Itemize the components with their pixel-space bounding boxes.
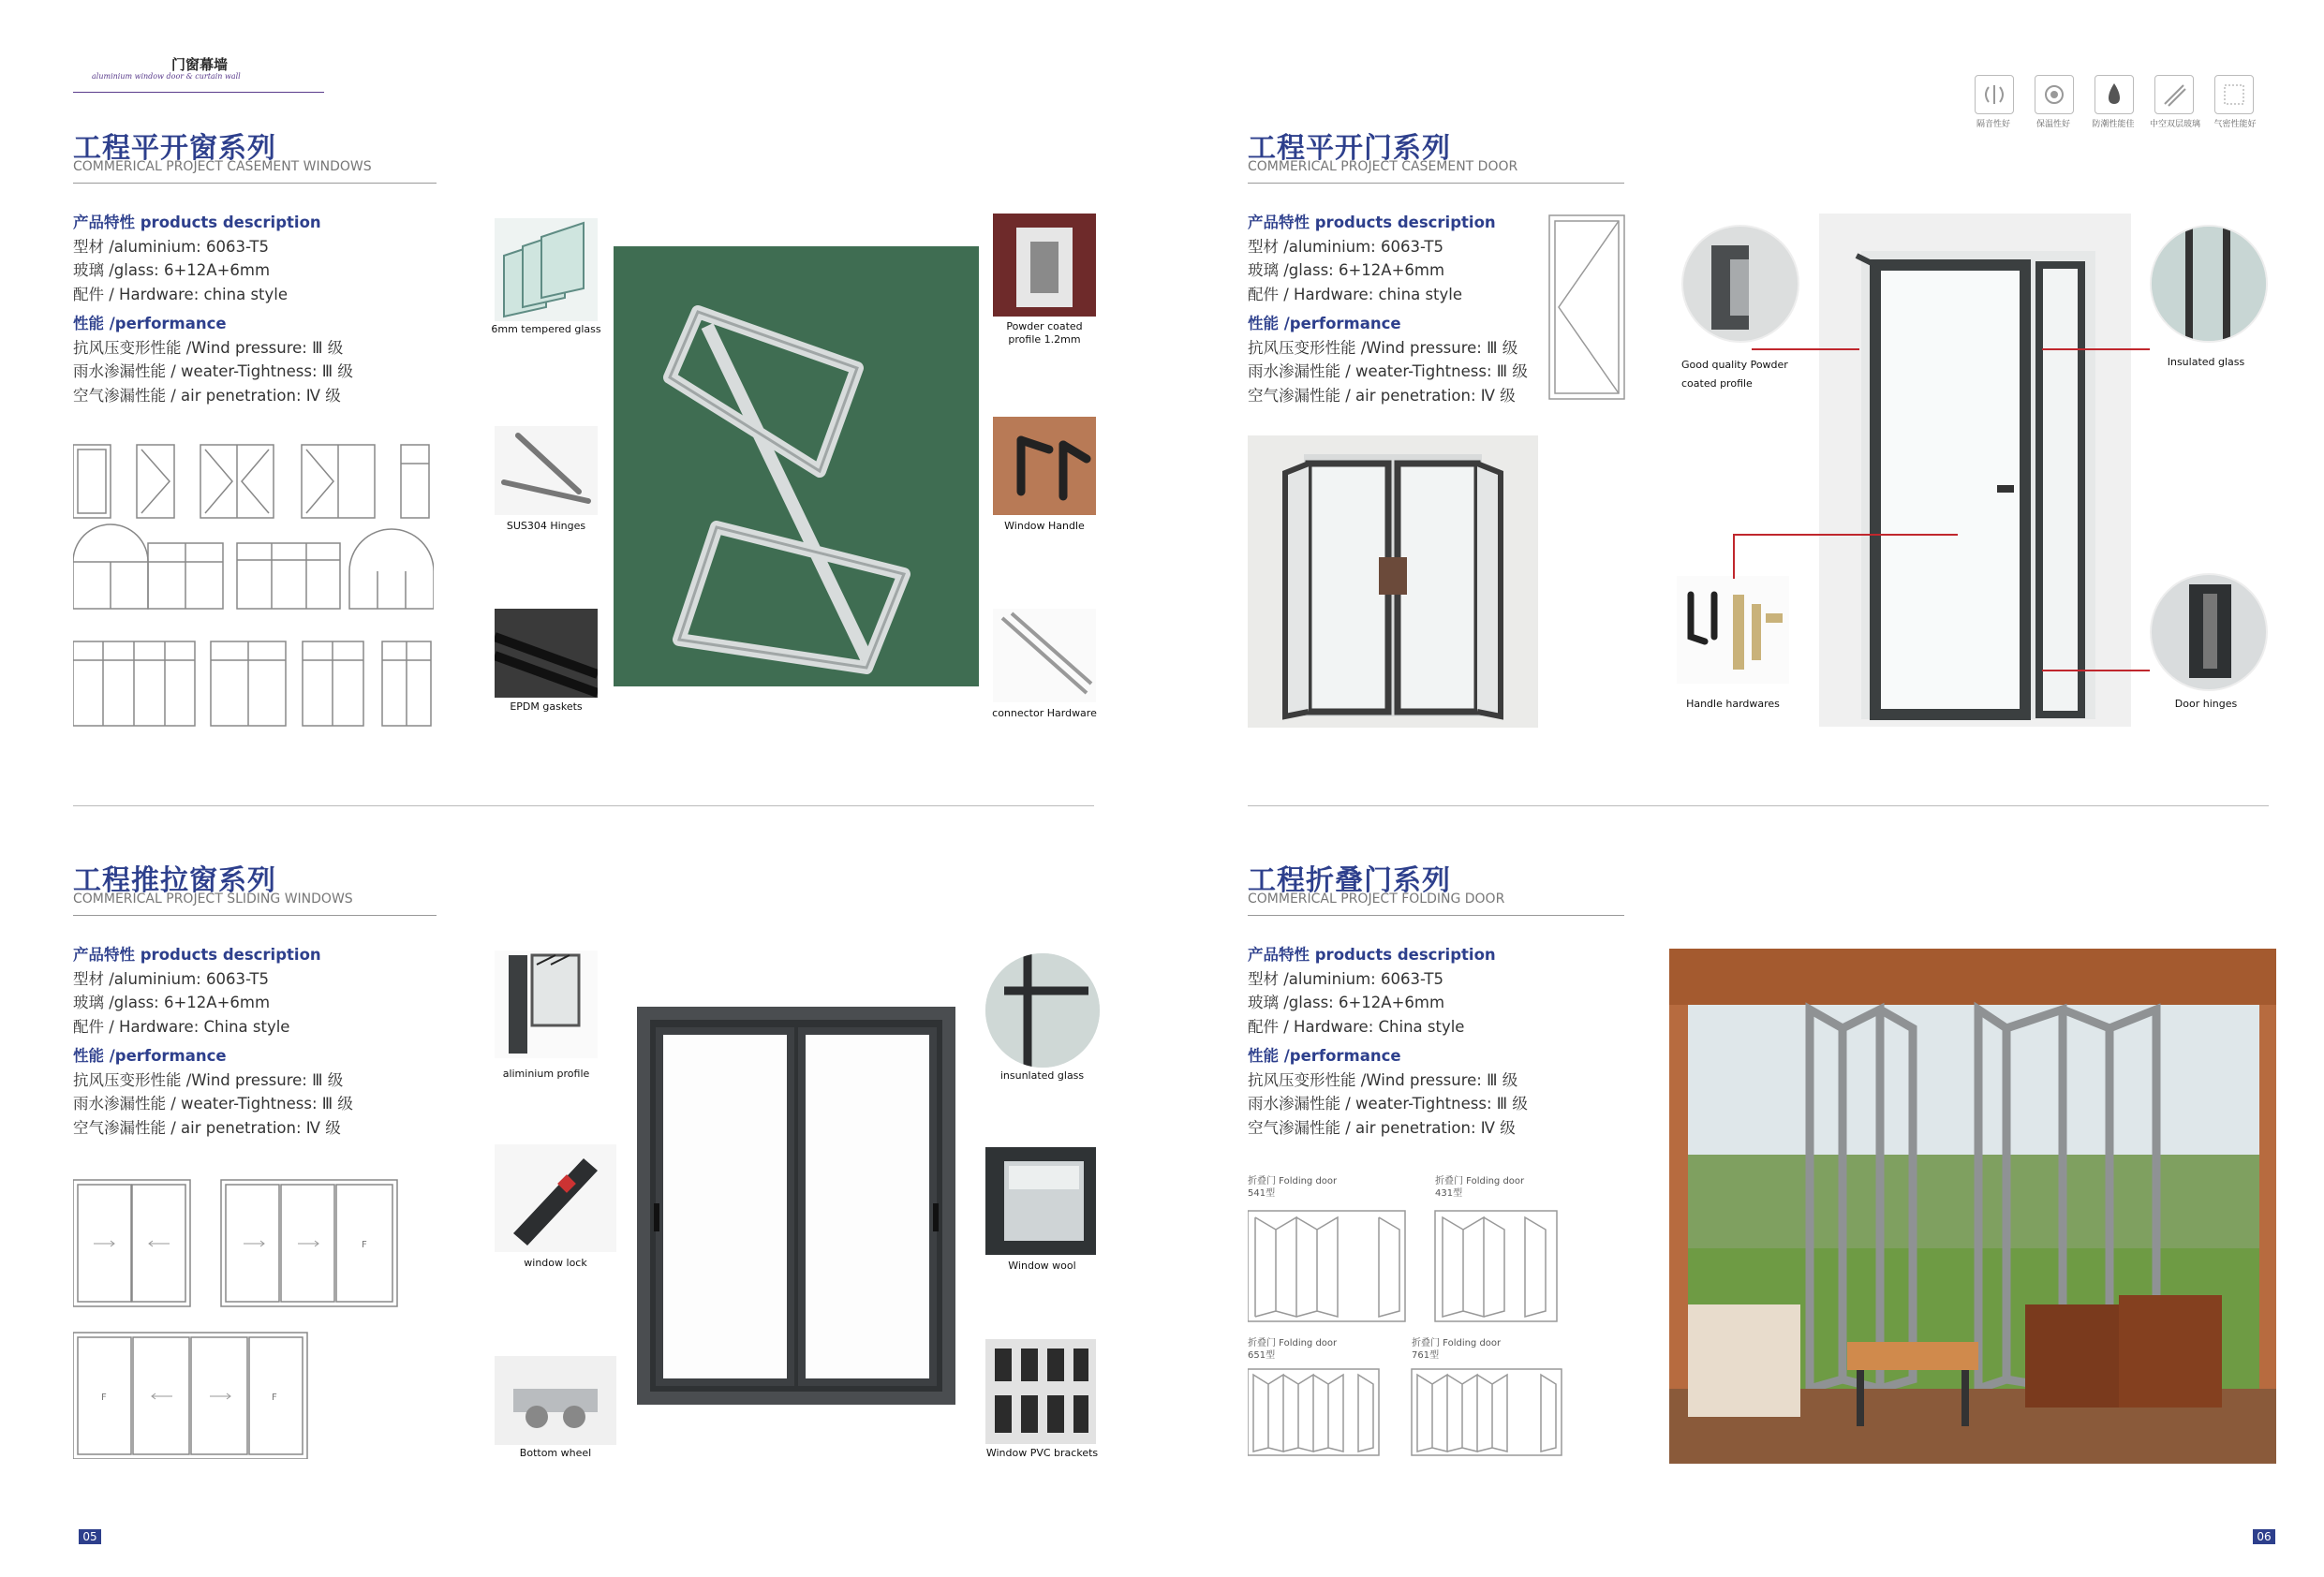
spec-water: 雨水渗漏性能 / weater-Tightness: Ⅲ 级 — [73, 1095, 353, 1113]
handle-hardwares-callout: Handle hardwares — [1686, 698, 1780, 710]
spec-glass: 玻璃 /glass: 6+12A+6mm — [73, 261, 271, 279]
brand-rule — [73, 92, 324, 93]
connector-hardware-caption: connector Hardware — [992, 707, 1097, 719]
folding-type-431-label — [1435, 1175, 1524, 1200]
powder-profile-caption — [974, 320, 1115, 346]
aluminium-profile-caption: aliminium profile — [502, 1068, 590, 1080]
door-hinges-callout: Door hinges — [2174, 698, 2238, 710]
gaskets-photo — [495, 609, 598, 698]
window-lock-caption: window lock — [524, 1257, 587, 1269]
pvc-brackets-photo — [985, 1339, 1096, 1444]
folding-door-diagram-bottom — [1248, 1367, 1566, 1461]
left-separator — [73, 805, 1094, 806]
sliding-windows-rule — [73, 915, 437, 916]
airtight-icon — [2214, 75, 2254, 114]
insulated-glass-sliding-caption: insunlated glass — [999, 1069, 1085, 1082]
callout-line-hinges — [2042, 670, 2150, 671]
diagram-mark-f: F — [362, 1240, 367, 1250]
insulated-glass-sliding-photo — [985, 953, 1100, 1068]
spec-air: 空气渗漏性能 / air penetration: Ⅳ 级 — [1248, 386, 1516, 405]
gaskets-caption: EPDM gaskets — [510, 700, 583, 713]
spec-wind: 抗风压变形性能 /Wind pressure: Ⅲ 级 — [73, 1070, 344, 1089]
powder-profile-label: Powder coated profile 1.2mm — [1006, 320, 1083, 346]
spec-wind: 抗风压变形性能 /Wind pressure: Ⅲ 级 — [1248, 338, 1518, 357]
pvc-brackets-caption: Window PVC brackets — [985, 1447, 1099, 1459]
insulated-glass-circle-photo — [2150, 225, 2268, 343]
folding-type-name: 折叠门 Folding door — [1248, 1338, 1338, 1349]
window-handle-photo — [993, 417, 1096, 515]
folding-type-model: 541型 — [1248, 1188, 1276, 1199]
spec-wind: 抗风压变形性能 /Wind pressure: Ⅲ 级 — [73, 338, 344, 357]
callout-line-handle-v — [1733, 534, 1735, 579]
folding-type-model: 651型 — [1248, 1350, 1276, 1361]
folding-door-rule — [1248, 915, 1624, 916]
spec-water: 雨水渗漏性能 / weater-Tightness: Ⅲ 级 — [1248, 1095, 1528, 1113]
spec-water: 雨水渗漏性能 / weater-Tightness: Ⅲ 级 — [73, 362, 353, 380]
casement-window-types-diagram — [73, 440, 434, 730]
casement-windows-rule — [73, 183, 437, 184]
sliding-windows-title: 工程推拉窗系列 — [73, 864, 276, 897]
spec-hardware: 配件 / Hardware: China style — [1248, 1017, 1465, 1036]
casement-door-diagram — [1547, 214, 1626, 401]
diagram-mark-f: F — [101, 1393, 107, 1403]
desc-heading: 产品特性 products description — [73, 214, 321, 231]
callout-line-glass — [2042, 348, 2150, 350]
casement-windows-subtitle: COMMERICAL PROJECT CASEMENT WINDOWS — [73, 159, 372, 174]
aluminium-profile-photo — [495, 951, 598, 1058]
powder-profile-callout: Good quality Powder coated profile — [1681, 359, 1788, 390]
folding-type-name: 折叠门 Folding door — [1248, 1176, 1338, 1186]
spec-hardware: 配件 / Hardware: China style — [73, 1017, 290, 1036]
casement-door-specs — [1248, 211, 1528, 407]
folding-door-subtitle: COMMERICAL PROJECT FOLDING DOOR — [1248, 892, 1505, 906]
folding-type-model: 761型 — [1412, 1350, 1440, 1361]
tempered-glass-photo — [495, 218, 598, 321]
folding-type-name: 折叠门 Folding door — [1412, 1338, 1502, 1349]
spec-hardware: 配件 / Hardware: china style — [73, 285, 289, 303]
casement-door-rule — [1248, 183, 1624, 184]
spec-air: 空气渗漏性能 / air penetration: Ⅳ 级 — [73, 386, 341, 405]
casement-door-photo — [1819, 214, 2131, 727]
powder-profile-circle-photo — [1681, 225, 1799, 343]
sliding-window-types-diagram — [73, 1178, 403, 1459]
perf-heading: 性能 /performance — [1248, 315, 1401, 332]
casement-windows-specs — [73, 211, 353, 407]
folding-door-specs — [1248, 943, 1528, 1140]
folding-type-name: 折叠门 Folding door — [1435, 1176, 1525, 1186]
hinges-photo — [495, 426, 598, 515]
callout-line-profile — [1752, 348, 1859, 350]
window-wool-caption: Window wool — [1008, 1260, 1076, 1272]
desc-heading: 产品特性 products description — [73, 946, 321, 964]
folding-type-541-label — [1248, 1175, 1337, 1200]
feature-label-4: 中空双层玻璃 — [2149, 120, 2200, 129]
spec-aluminium: 型材 /aluminium: 6063-T5 — [1248, 969, 1443, 988]
page-number-right: 06 — [2253, 1529, 2275, 1544]
spec-aluminium: 型材 /aluminium: 6063-T5 — [73, 237, 269, 256]
folding-door-title: 工程折叠门系列 — [1248, 864, 1451, 897]
spec-glass: 玻璃 /glass: 6+12A+6mm — [1248, 261, 1445, 279]
casement-door-title: 工程平开门系列 — [1248, 132, 1451, 165]
right-separator — [1248, 805, 2269, 806]
desc-heading: 产品特性 products description — [1248, 214, 1496, 231]
perf-heading: 性能 /performance — [73, 315, 227, 332]
window-wool-photo — [985, 1147, 1096, 1255]
callout-line-handle-h — [1733, 534, 1958, 536]
desc-heading: 产品特性 products description — [1248, 946, 1496, 964]
folding-type-761-label — [1412, 1337, 1501, 1362]
powder-profile-photo — [993, 214, 1096, 317]
spec-wind: 抗风压变形性能 /Wind pressure: Ⅲ 级 — [1248, 1070, 1518, 1089]
folding-type-model: 431型 — [1435, 1188, 1463, 1199]
casement-window-photo — [614, 246, 979, 686]
perf-heading: 性能 /performance — [1248, 1047, 1401, 1065]
window-handle-caption: Window Handle — [1004, 520, 1085, 532]
tempered-glass-caption: 6mm tempered glass — [491, 323, 601, 335]
sliding-window-illustration — [637, 1007, 955, 1405]
sliding-windows-specs — [73, 943, 353, 1140]
spec-aluminium: 型材 /aluminium: 6063-T5 — [1248, 237, 1443, 256]
diagram-mark-f: F — [272, 1393, 277, 1403]
brand-en: aluminium window door & curtain wall — [92, 72, 241, 81]
brand-cn: 门窗幕墙 — [171, 56, 229, 73]
insulated-glass-callout: Insulated glass — [2167, 356, 2245, 368]
folding-door-diagram-top — [1248, 1206, 1566, 1328]
spec-aluminium: 型材 /aluminium: 6063-T5 — [73, 969, 269, 988]
spec-air: 空气渗漏性能 / air penetration: Ⅳ 级 — [73, 1118, 341, 1137]
spec-glass: 玻璃 /glass: 6+12A+6mm — [73, 994, 271, 1011]
hinges-caption: SUS304 Hinges — [506, 520, 586, 532]
casement-windows-title: 工程平开窗系列 — [73, 132, 276, 165]
spec-water: 雨水渗漏性能 / weater-Tightness: Ⅲ 级 — [1248, 362, 1528, 380]
heat-insulation-icon — [2035, 75, 2074, 114]
sound-insulation-icon — [1975, 75, 2014, 114]
feature-label-2: 保温性好 — [2035, 120, 2070, 129]
handle-hardwares-photo — [1677, 576, 1789, 684]
feature-label-3: 防潮性能佳 — [2092, 120, 2135, 129]
folding-type-651-label — [1248, 1337, 1337, 1362]
perf-heading: 性能 /performance — [73, 1047, 227, 1065]
hollow-glass-icon — [2154, 75, 2194, 114]
waterproof-icon — [2095, 75, 2134, 114]
page-number-left: 05 — [79, 1529, 101, 1544]
sliding-windows-subtitle: COMMERICAL PROJECT SLIDING WINDOWS — [73, 892, 353, 906]
spec-glass: 玻璃 /glass: 6+12A+6mm — [1248, 994, 1445, 1011]
bottom-wheel-photo — [495, 1356, 616, 1445]
bottom-wheel-caption: Bottom wheel — [519, 1447, 592, 1459]
folding-door-photo — [1669, 949, 2276, 1464]
casement-door-subtitle: COMMERICAL PROJECT CASEMENT DOOR — [1248, 159, 1518, 174]
spec-air: 空气渗漏性能 / air penetration: Ⅳ 级 — [1248, 1118, 1516, 1137]
window-lock-photo — [495, 1144, 616, 1252]
feature-icons — [1967, 75, 2276, 133]
door-hinges-circle-photo — [2150, 573, 2268, 691]
connector-hardware-photo — [993, 609, 1096, 702]
feature-label-1: 隔音性好 — [1976, 120, 2010, 129]
feature-label-5: 气密性能好 — [2213, 120, 2257, 129]
double-door-photo — [1248, 435, 1538, 728]
spec-hardware: 配件 / Hardware: china style — [1248, 285, 1463, 303]
